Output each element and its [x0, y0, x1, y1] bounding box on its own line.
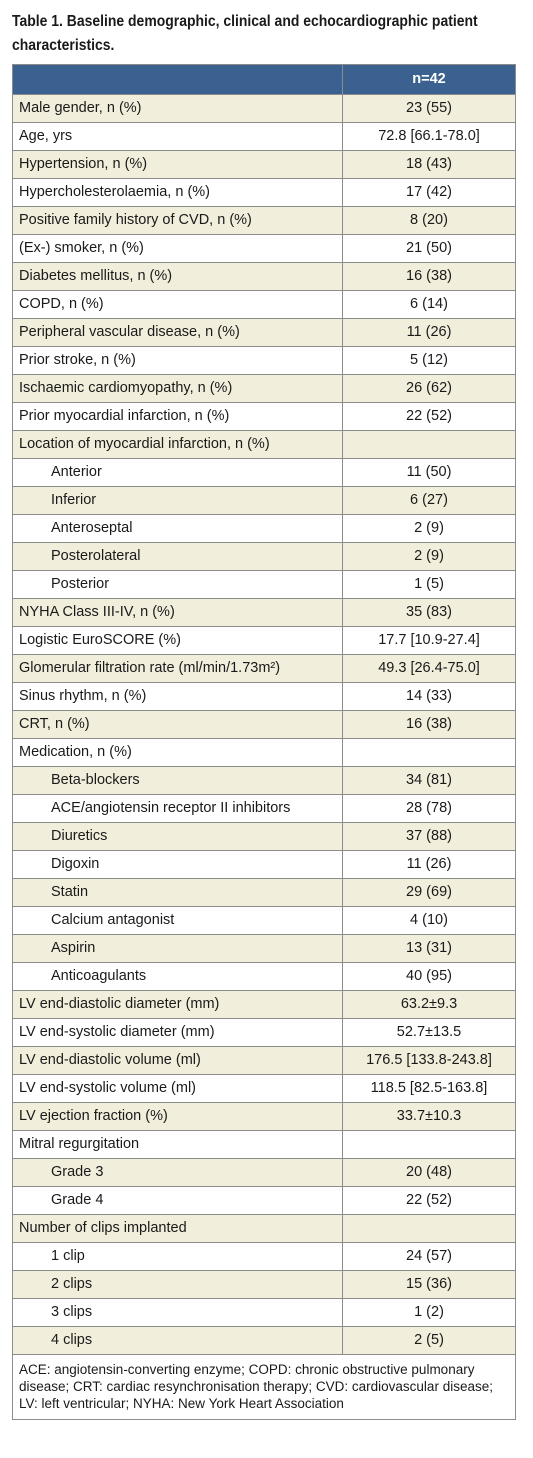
table-row: [13, 963, 516, 991]
row-label: CRT, n (%): [13, 711, 343, 739]
table-row: [13, 571, 516, 599]
row-label: Inferior: [13, 487, 343, 515]
row-label: Diuretics: [13, 823, 343, 851]
row-label: LV end-systolic diameter (mm): [13, 1019, 343, 1047]
row-value: 13 (31): [343, 935, 516, 963]
table-row: [13, 1215, 516, 1243]
row-value: 23 (55): [343, 95, 516, 123]
row-label: 3 clips: [13, 1299, 343, 1327]
footnote-row: [13, 1355, 516, 1420]
table-row: [13, 515, 516, 543]
row-label: 2 clips: [13, 1271, 343, 1299]
table-row: [13, 711, 516, 739]
table-row: [13, 1271, 516, 1299]
table-row: [13, 375, 516, 403]
row-value: 2 (9): [343, 543, 516, 571]
table-row: [13, 291, 516, 319]
row-label: Mitral regurgitation: [13, 1131, 343, 1159]
row-label: (Ex-) smoker, n (%): [13, 235, 343, 263]
table-row: [13, 935, 516, 963]
table-row: [13, 1327, 516, 1355]
table-row: [13, 1299, 516, 1327]
row-label: Digoxin: [13, 851, 343, 879]
row-label: Location of myocardial infarction, n (%): [13, 431, 343, 459]
row-value: 15 (36): [343, 1271, 516, 1299]
row-label: Grade 3: [13, 1159, 343, 1187]
table-row: [13, 459, 516, 487]
row-label: 1 clip: [13, 1243, 343, 1271]
table-caption: Table 1. Baseline demographic, clinical and echocardiographic patient characteristics.: [12, 13, 478, 54]
table-row: [13, 767, 516, 795]
row-label: Grade 4: [13, 1187, 343, 1215]
row-value: [343, 739, 516, 767]
row-label: NYHA Class III-IV, n (%): [13, 599, 343, 627]
row-label: Hypertension, n (%): [13, 151, 343, 179]
table-row: [13, 95, 516, 123]
table-row: [13, 907, 516, 935]
row-value: 72.8 [66.1-78.0]: [343, 123, 516, 151]
table-row: [13, 487, 516, 515]
row-label: Anteroseptal: [13, 515, 343, 543]
table-row: [13, 431, 516, 459]
table-row: [13, 1131, 516, 1159]
table-row: [13, 991, 516, 1019]
row-value: 28 (78): [343, 795, 516, 823]
row-label: Logistic EuroSCORE (%): [13, 627, 343, 655]
row-label: Peripheral vascular disease, n (%): [13, 319, 343, 347]
row-value: 5 (12): [343, 347, 516, 375]
header-label-cell: [13, 65, 343, 95]
row-value: 11 (26): [343, 851, 516, 879]
table-row: [13, 1047, 516, 1075]
row-value: 40 (95): [343, 963, 516, 991]
row-value: 2 (5): [343, 1327, 516, 1355]
row-value: 33.7±10.3: [343, 1103, 516, 1131]
row-label: Glomerular filtration rate (ml/min/1.73m²): [13, 655, 343, 683]
table-row: [13, 599, 516, 627]
row-label: COPD, n (%): [13, 291, 343, 319]
row-label: Prior myocardial infarction, n (%): [13, 403, 343, 431]
table-row: [13, 683, 516, 711]
table-footnote: ACE: angiotensin-converting enzyme; COPD: chronic obstructive pulmonary disease; CRT: cardiac resynchronisation therapy; CVD: cardiovascular disease; LV: left ventricular; NYHA: New York Heart Association: [13, 1355, 516, 1420]
row-label: Anterior: [13, 459, 343, 487]
row-value: 17 (42): [343, 179, 516, 207]
table-row: [13, 879, 516, 907]
row-value: 35 (83): [343, 599, 516, 627]
table-header-row: [13, 65, 516, 95]
row-label: Male gender, n (%): [13, 95, 343, 123]
row-value: 6 (14): [343, 291, 516, 319]
row-value: 21 (50): [343, 235, 516, 263]
row-value: 24 (57): [343, 1243, 516, 1271]
row-label: LV end-systolic volume (ml): [13, 1075, 343, 1103]
table-row: [13, 627, 516, 655]
table-row: [13, 1019, 516, 1047]
row-label: Hypercholesterolaemia, n (%): [13, 179, 343, 207]
row-value: [343, 1215, 516, 1243]
table-row: [13, 403, 516, 431]
row-value: 176.5 [133.8-243.8]: [343, 1047, 516, 1075]
table-row: [13, 543, 516, 571]
row-label: Calcium antagonist: [13, 907, 343, 935]
table-row: [13, 795, 516, 823]
row-value: 1 (2): [343, 1299, 516, 1327]
row-label: Anticoagulants: [13, 963, 343, 991]
row-value: 18 (43): [343, 151, 516, 179]
row-value: 2 (9): [343, 515, 516, 543]
row-label: Medication, n (%): [13, 739, 343, 767]
row-label: Posterolateral: [13, 543, 343, 571]
row-value: 20 (48): [343, 1159, 516, 1187]
table-row: [13, 823, 516, 851]
table-row: [13, 347, 516, 375]
row-label: Beta-blockers: [13, 767, 343, 795]
row-value: 22 (52): [343, 403, 516, 431]
row-label: Prior stroke, n (%): [13, 347, 343, 375]
row-value: 49.3 [26.4-75.0]: [343, 655, 516, 683]
row-value: 22 (52): [343, 1187, 516, 1215]
row-value: [343, 1131, 516, 1159]
table-row: [13, 655, 516, 683]
table-row: [13, 1243, 516, 1271]
row-value: 29 (69): [343, 879, 516, 907]
table-row: [13, 1103, 516, 1131]
row-value: 11 (50): [343, 459, 516, 487]
header-n-cell: n=42: [343, 65, 516, 95]
row-value: 26 (62): [343, 375, 516, 403]
characteristics-table: [12, 64, 516, 1420]
row-value: 14 (33): [343, 683, 516, 711]
row-label: Age, yrs: [13, 123, 343, 151]
row-label: Number of clips implanted: [13, 1215, 343, 1243]
row-value: 37 (88): [343, 823, 516, 851]
table-body: [13, 95, 516, 1355]
row-value: 4 (10): [343, 907, 516, 935]
row-label: Ischaemic cardiomyopathy, n (%): [13, 375, 343, 403]
row-label: 4 clips: [13, 1327, 343, 1355]
table-row: [13, 1075, 516, 1103]
row-value: 118.5 [82.5-163.8]: [343, 1075, 516, 1103]
table-row: [13, 851, 516, 879]
row-value: 11 (26): [343, 319, 516, 347]
row-value: 34 (81): [343, 767, 516, 795]
row-value: [343, 431, 516, 459]
table-row: [13, 1159, 516, 1187]
row-value: 16 (38): [343, 711, 516, 739]
row-value: 1 (5): [343, 571, 516, 599]
row-value: 16 (38): [343, 263, 516, 291]
table-row: [13, 151, 516, 179]
row-label: Positive family history of CVD, n (%): [13, 207, 343, 235]
row-label: ACE/angiotensin receptor II inhibitors: [13, 795, 343, 823]
row-label: Aspirin: [13, 935, 343, 963]
row-value: 17.7 [10.9-27.4]: [343, 627, 516, 655]
table-row: [13, 1187, 516, 1215]
table-row: [13, 319, 516, 347]
row-label: LV end-diastolic diameter (mm): [13, 991, 343, 1019]
row-value: 52.7±13.5: [343, 1019, 516, 1047]
table-container: [12, 10, 515, 1420]
row-label: LV ejection fraction (%): [13, 1103, 343, 1131]
row-value: 8 (20): [343, 207, 516, 235]
row-label: Posterior: [13, 571, 343, 599]
table-row: [13, 235, 516, 263]
row-value: 63.2±9.3: [343, 991, 516, 1019]
row-label: Diabetes mellitus, n (%): [13, 263, 343, 291]
row-label: LV end-diastolic volume (ml): [13, 1047, 343, 1075]
table-row: [13, 207, 516, 235]
row-label: Sinus rhythm, n (%): [13, 683, 343, 711]
table-row: [13, 179, 516, 207]
table-row: [13, 263, 516, 291]
row-value: 6 (27): [343, 487, 516, 515]
table-row: [13, 739, 516, 767]
row-label: Statin: [13, 879, 343, 907]
table-row: [13, 123, 516, 151]
